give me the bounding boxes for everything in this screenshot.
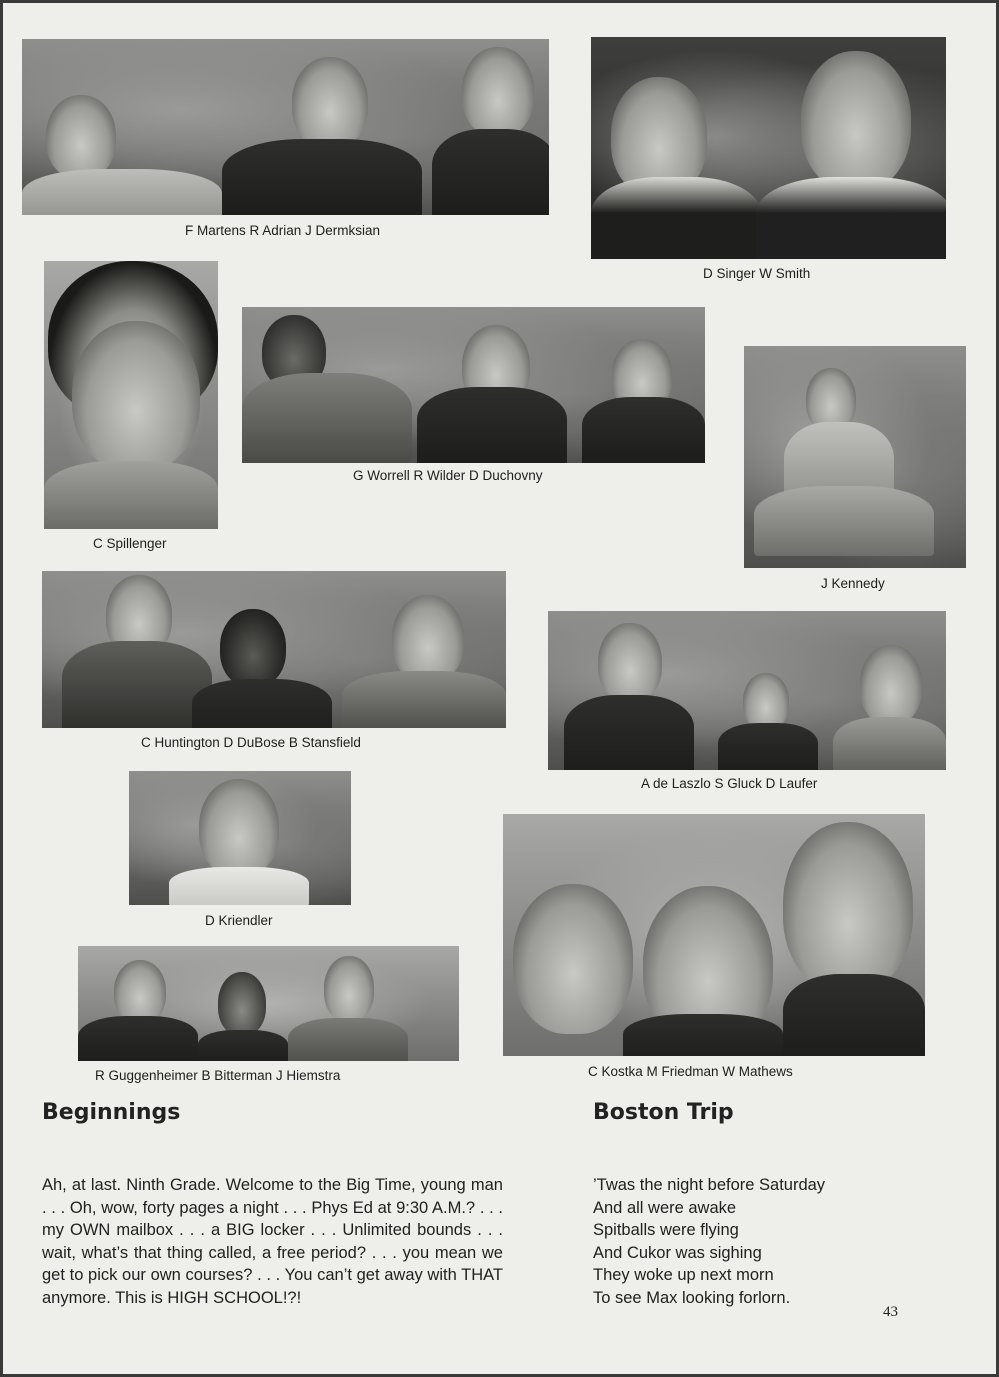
photo-singer-smith (591, 37, 946, 259)
poem-line: To see Max looking forlorn. (593, 1288, 791, 1307)
photo-kostka-friedman-mathews (503, 814, 925, 1056)
caption-delaszlo-gluck-laufer: A de Laszlo S Gluck D Laufer (641, 776, 818, 791)
photo-huntington-dubose-stansfield (42, 571, 506, 728)
photo-delaszlo-gluck-laufer (548, 611, 946, 770)
photo-spillenger (44, 261, 218, 529)
photo-martens-adrian-dermksian (22, 39, 549, 215)
photo-kennedy (744, 346, 966, 568)
poem-line: ’Twas the night before Saturday (593, 1176, 826, 1194)
poem-line: And Cukor was sighing (593, 1243, 762, 1262)
poem-line: And all were awake (593, 1198, 737, 1217)
caption-worrell-wilder-duchovny: G Worrell R Wilder D Duchovny (353, 468, 543, 483)
beginnings-title: Beginnings (42, 1100, 181, 1125)
boston-trip-title: Boston Trip (593, 1100, 734, 1125)
caption-singer-smith: D Singer W Smith (703, 266, 811, 281)
yearbook-page (3, 3, 996, 1374)
caption-kriendler: D Kriendler (205, 913, 273, 928)
boston-trip-poem (593, 1174, 825, 1310)
caption-kennedy: J Kennedy (821, 576, 885, 591)
poem-line: They woke up next morn (593, 1266, 774, 1285)
photo-kriendler (129, 771, 351, 905)
photo-guggenheimer-bitterman-hiemstra (78, 946, 459, 1061)
caption-kostka-friedman-mathews: C Kostka M Friedman W Mathews (588, 1064, 793, 1079)
beginnings-paragraph: Ah, at last. Ninth Grade. Welcome to the Big Time, young man . . . Oh, wow, forty pages a night . . . Phys Ed at 9:30 A.M.? . . . my OWN mailbox . . . a BIG locker . . . Unlimited bounds . . . wait, what’s that thing called, a free period? . . . you mean we get to pick our own courses? . . . You can’t get away with THAT anymore. This is HIGH SCHOOL!?! (42, 1176, 503, 1307)
poem-line: Spitballs were flying (593, 1221, 739, 1240)
caption-huntington-dubose-stansfield: C Huntington D DuBose B Stansfield (141, 735, 361, 750)
caption-guggenheimer-bitterman-hiemstra: R Guggenheimer B Bitterman J Hiemstra (95, 1068, 341, 1083)
caption-spillenger: C Spillenger (93, 536, 167, 551)
page-number: 43 (883, 1304, 898, 1320)
caption-martens-adrian-dermksian: F Martens R Adrian J Dermksian (185, 223, 381, 238)
photo-worrell-wilder-duchovny (242, 307, 705, 463)
